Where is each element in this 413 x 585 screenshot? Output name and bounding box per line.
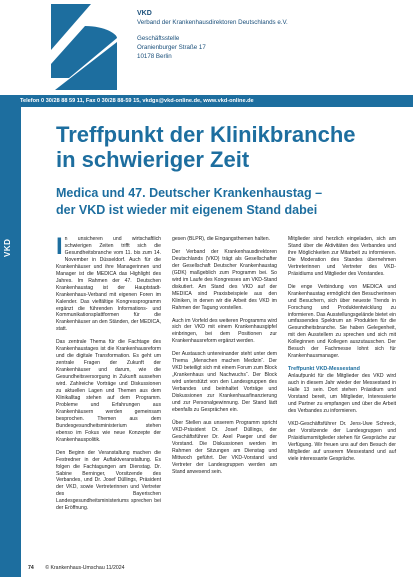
article-column-3: [288, 236, 396, 469]
article-title-line2: in schwieriger Zeit: [56, 147, 250, 172]
page-footer: [28, 565, 125, 571]
article-title-line1: Treffpunkt der Klinikbranche: [56, 122, 356, 147]
side-tab-label: VKD: [3, 238, 12, 257]
contact-bar: Telefon 0 30/28 88 59 11, Fax 0 30/28 88-59 15, vkdgs@vkd-online.de, www.vkd-online.de: [0, 95, 413, 107]
org-short-name: VKD: [137, 10, 152, 17]
paragraph: In unsicheren und wirtschaftlich schwierigen Zeiten trifft sich die Gesundheitsbranche vom 11. bis zum 14. November in Düsseldorf. Auch für die Krankenhäuser und ihre Managerinnen und Manager ist die MEDICA das Highlight des Jahres. Im Rahmen der 47. Deutschen Krankenhaustag ist der Hauptstadt-Krankenhaus-Verband mit eigenen Foren im Kalender. Das vielfältige Kongressprogramm ergänzt die führenden Informations- und Kommunikationsplattformen für die Krankenhäuser an den Ständen, der MEDICA, statt.: [56, 233, 161, 333]
article-column-1: [56, 233, 161, 518]
office-street: Oranienburger Straße 17: [137, 44, 206, 51]
article-title: [56, 122, 386, 172]
article-subtitle: [56, 185, 401, 219]
paragraph: Über Stellen aus unserem Programm spricht VKD-Präsident Dr. Josef Düllings, der Geschäftsführer Dr. Axel Paeger und der Vorstand. Die Diskussionen werden im Rahmen der Sitzungen am Dienstag und Mittwoch geführt. Der VKD-Vorstand und Vertreter der Landesgruppen werden am Stand anwesend sein.: [172, 419, 277, 475]
section-subheading: Treffpunkt VKD-Messestand: [288, 366, 360, 373]
office-city: 10178 Berlin: [137, 53, 172, 60]
paragraph: Auch im Vorfeld des weiteren Programms wird sich der VKD mit einem Krankenhausgipfel einbringen, bei dem Positionen zur Krankenhausreform ergänzt werden.: [172, 317, 277, 345]
vkd-logo: [51, 4, 117, 90]
publication-credit: © Krankenhaus-Umschau 11/2024: [45, 565, 125, 571]
paragraph: Der Austausch untereinander steht unter dem Thema „Menschen machen Medizin“. Der VKD beteiligt sich mit einem Forum zum Block „Krankenhaus und Nachwuchs“. Der Block wird unterstützt von den Landesgruppen des Verbandes und beinhaltet Vorträge und Diskussionen zur Krankenhausfinanzierung und zur Personalgewinnung. Der Stand lädt ebenfalls zu Gesprächen ein.: [172, 351, 277, 413]
paragraph: Anlaufpunkt für die Mitglieder des VKD wird auch in diesem Jahr wieder der Messestand in Halle 13 sein. Dort stehen Präsidium und Vorstand bereit, um Mitglieder, Interessierte und Partner zu empfangen und über die Arbeit des Verbandes zu informieren.: [288, 373, 396, 414]
paragraph: Das zentrale Thema für die Fachtage des Krankenhaustages ist die Krankenhausreform und die digitale Transformation. Es geht um zentrale Fragen der Zukunft der Krankenhäuser und darum, wie die Gesundheitsversorgung in Zukunft aussehen wird. Zahlreiche Vorträge und Diskussionen zu aktuellen Lagen und Themen aus dem Klinikalltag stehen auf dem Programm. Probleme und Erfahrungen aus Krankenhäusern werden gemeinsam besprochen. Themen aus dem Bundesgesundheitsministerium stehen ebenso im Fokus wie neue Konzepte der Krankenhauspolitik.: [56, 339, 161, 443]
paragraph: Den Beginn der Veranstaltung machen die Festredner in der Auftaktveranstaltung. Es folgen die Fachtagungen am Dienstag. Dr. Sabine Berninger, Vorsitzende des Verbandes, und Dr. Josef Düllings, Präsident der VKD, sowie Vertreterinnen und Vertreter des Bayerischen Landesgesundheitsministeriums sprechen bei der Eröffnung.: [56, 449, 161, 512]
paragraph: Der Verband der Krankenhausdirektoren Deutschlands (VKD) trägt als Gesellschafter der Gesellschaft Deutscher Krankenhaustag (GDK) maßgeblich zum Programm bei. So wird im Laufe des Kongresses am VKD-Stand diskutiert. Am Stand des VKD auf der MEDICA sind Praxisbeispiele aus den Kliniken, in denen wir die Arbeit des VKD im Rahmen der Tagung vorstellen.: [172, 248, 277, 311]
article-column-2: [172, 236, 277, 482]
paragraph: VKD-Geschäftsführer Dr. Jens-Uwe Schreck, der Vorsitzende der Landesgruppen und Präsidiumsmitglieder stehen für Gespräche zur Verfügung. Wir freuen uns auf den Besuch der Mitglieder auf unserem Messestand und auf viele interessante Gespräche.: [288, 420, 396, 462]
article-subtitle-line1: Medica und 47. Deutscher Krankenhaustag –: [56, 186, 323, 200]
organization-header: [137, 9, 405, 61]
page-number: 74: [28, 565, 34, 571]
office-label: Geschäftsstelle: [137, 35, 180, 42]
side-tab: [0, 107, 21, 577]
paragraph: Die enge Verbindung von MEDICA und Krankenhaustag ermöglicht den Besucherinnen und Besuchern, sich über neueste Trends in Forschung und Produktentwicklung zu informieren. Das Ausstellungsgelände bietet ein umfassendes Spektrum an Produkten für die Gesundheitsbranche. Sie haben Gelegenheit, mit den Ausstellern zu sprechen und sich mit Kolleginnen und Kollegen auszutauschen. Der Besuch der Fachmesse lohnt sich für Krankenhausmanager.: [288, 283, 396, 360]
paragraph: gesen (BLPR), die Eingangsthemen halten.: [172, 236, 270, 242]
paragraph: Mitglieder sind herzlich eingeladen, sich am Stand über die Aktivitäten des Verbandes und ihre Möglichkeiten zur Mitarbeit zu informieren. Die Moderation des Standes übernehmen Vertreterinnen und Vertreter des VKD-Präsidiums und Mitglieder des Vorstandes.: [288, 236, 396, 277]
article-subtitle-line2: der VKD ist wieder mit eigenem Stand dabei: [56, 203, 318, 217]
org-full-name: Verband der Krankenhausdirektoren Deutschlands e.V.: [137, 19, 288, 26]
drop-cap: I: [56, 233, 63, 260]
